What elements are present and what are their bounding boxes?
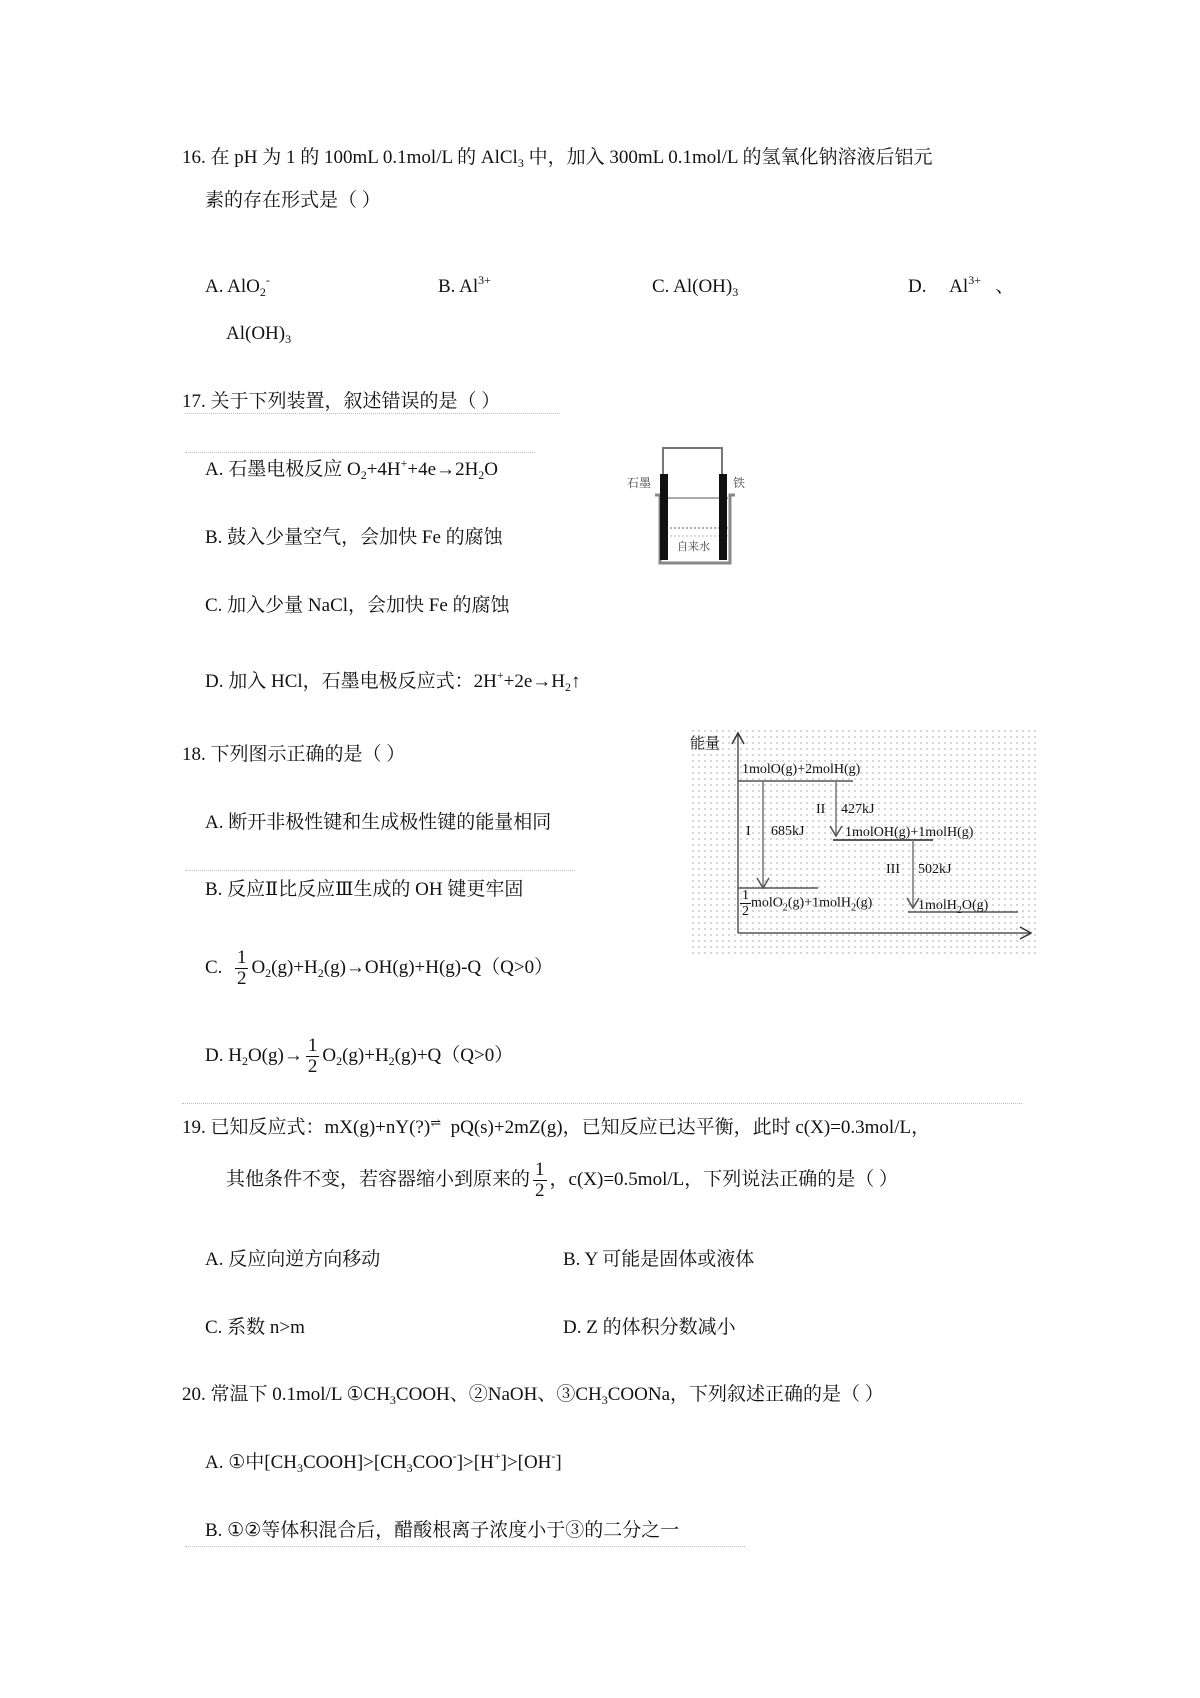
q18-option-c[interactable]: C. $\frac{1}{2}$ $O_2(g)+H_2(g)\to OH(g)+H(g)-Q(Q>0)$ [205,947,554,989]
fraction-one-half: $\frac{1}{2}$ [307,1035,318,1077]
bottom-left-level-label: $\frac{1}{2}$ molO$_2$(g)+1molH$_2$(g) [742,888,873,919]
divider [185,1546,745,1547]
q16-stem-line2: 素的存在形式是（ ） [205,190,381,211]
iron-electrode [719,474,727,560]
q17-option-c[interactable]: C. 加入少量 NaCl，会加快 Fe 的腐蚀 [205,595,510,616]
step-I-label: I [746,824,751,839]
tap-water-label: 自来水 [677,540,710,553]
energy-axis-label: 能量 [690,734,721,752]
step-I-energy: 685kJ [771,824,805,839]
q16-option-d-line2[interactable]: $Al(OH)_3$ [226,323,292,346]
divider [182,1103,1022,1104]
step-III-energy: 502kJ [918,862,952,877]
q19-option-c[interactable]: C. 系数 n>m [205,1317,305,1338]
q18-stem: 18. 下列图示正确的是（ ） [182,744,406,765]
equilibrium-symbol: ⇌ [430,1115,442,1130]
iron-label: 铁 [733,476,746,490]
divider [185,452,535,453]
step-III-label: III [886,862,900,877]
q18-option-a[interactable]: A. 断开非极性键和生成极性键的能量相同 [205,812,552,833]
fraction-one-half: $\frac{1}{2}$ [236,947,247,989]
q20-option-b[interactable]: B. ①②等体积混合后，醋酸根离子浓度小于③的二分之一 [205,1520,680,1541]
q17-option-d[interactable]: D. 加入 HCl，石墨电极反应式：$2H^++2e\to H_2↑$ [205,668,581,694]
divider [185,870,575,871]
q20-stem: 20. 常温下 0.1mol/L $①CH_3COOH$、②NaOH、$③CH_3COONa$，下列叙述正确的是（ ） [182,1384,884,1407]
step-II-label: II [816,802,826,817]
q16-number: 16. [182,147,206,168]
q18-option-b[interactable]: B. 反应Ⅱ比反应Ⅲ生成的 OH 键更牢固 [205,879,524,900]
connecting-wire [663,448,722,475]
graphite-electrode [660,474,668,560]
mid-level-label: 1molOH(g)+1molH(g) [845,825,974,840]
q16-option-d[interactable]: D. $Al^{3+}$ 、 [908,273,1015,297]
q17-option-b[interactable]: B. 鼓入少量空气，会加快 Fe 的腐蚀 [205,527,503,548]
top-level-label: 1molO(g)+2molH(g) [742,762,861,777]
q20-number: 20. [182,1384,206,1405]
q19-stem-line1: 19. 已知反应式：mX(g)+nY(?)⇌ pQ(s)+2mZ(g)，已知反应已达平衡，此时 c(X)=0.3mol/L， [182,1115,931,1138]
q16-option-c[interactable]: C. $Al(OH)_3$ [652,276,739,299]
q18-number: 18. [182,744,206,765]
q19-number: 19. [182,1117,206,1138]
step-II-energy: 427kJ [841,802,875,817]
q19-stem-line2: 其他条件不变，若容器缩小到原来的 $\frac{1}{2}$ ，c(X)=0.5mol/L，下列说法正确的是（ ） [226,1159,898,1201]
q17-stem: 17. 关于下列装置，叙述错误的是（ ） [182,391,501,412]
q16-option-b[interactable]: B. $Al^{3+}$ [438,273,491,297]
divider [185,413,560,414]
q16-stem-line1: 16. 在 pH 为 1 的 100mL 0.1mol/L 的 AlCl$_3$ 中，加入 300mL 0.1mol/L 的氢氧化钠溶液后铝元 [182,147,933,170]
energy-level-diagram [690,728,1040,958]
q16-text-pre: 在 pH 为 1 的 100mL 0.1mol/L 的 AlCl [205,147,518,168]
q18-option-d[interactable]: D. $H_2O(g)\to$ $\frac{1}{2}$ $O_2(g)+H_2(g)+Q(Q>0)$ [205,1035,514,1077]
bottom-right-level-label: 1molH$_2$O(g) [918,898,989,916]
q17-option-a[interactable]: A. 石墨电极反应 $O_2+4H^++4e\to 2H_2O$ [205,456,499,482]
q19-option-b[interactable]: B. Y 可能是固体或液体 [563,1249,755,1270]
q16-option-a[interactable]: A. AlO$_2$- [205,273,270,299]
q19-option-d[interactable]: D. Z 的体积分数减小 [563,1317,736,1338]
graphite-label: 石墨 [627,476,652,490]
fraction-one-half: $\frac{1}{2}$ [535,1159,545,1201]
q17-number: 17. [182,391,206,412]
q19-option-a[interactable]: A. 反应向逆方向移动 [205,1249,381,1270]
electrochemical-cell-figure [627,440,750,570]
q20-option-a[interactable]: A. ①中$[CH_3COOH]>[CH_3COO^-]>[H^+]>[OH^-]$ [205,1449,562,1475]
